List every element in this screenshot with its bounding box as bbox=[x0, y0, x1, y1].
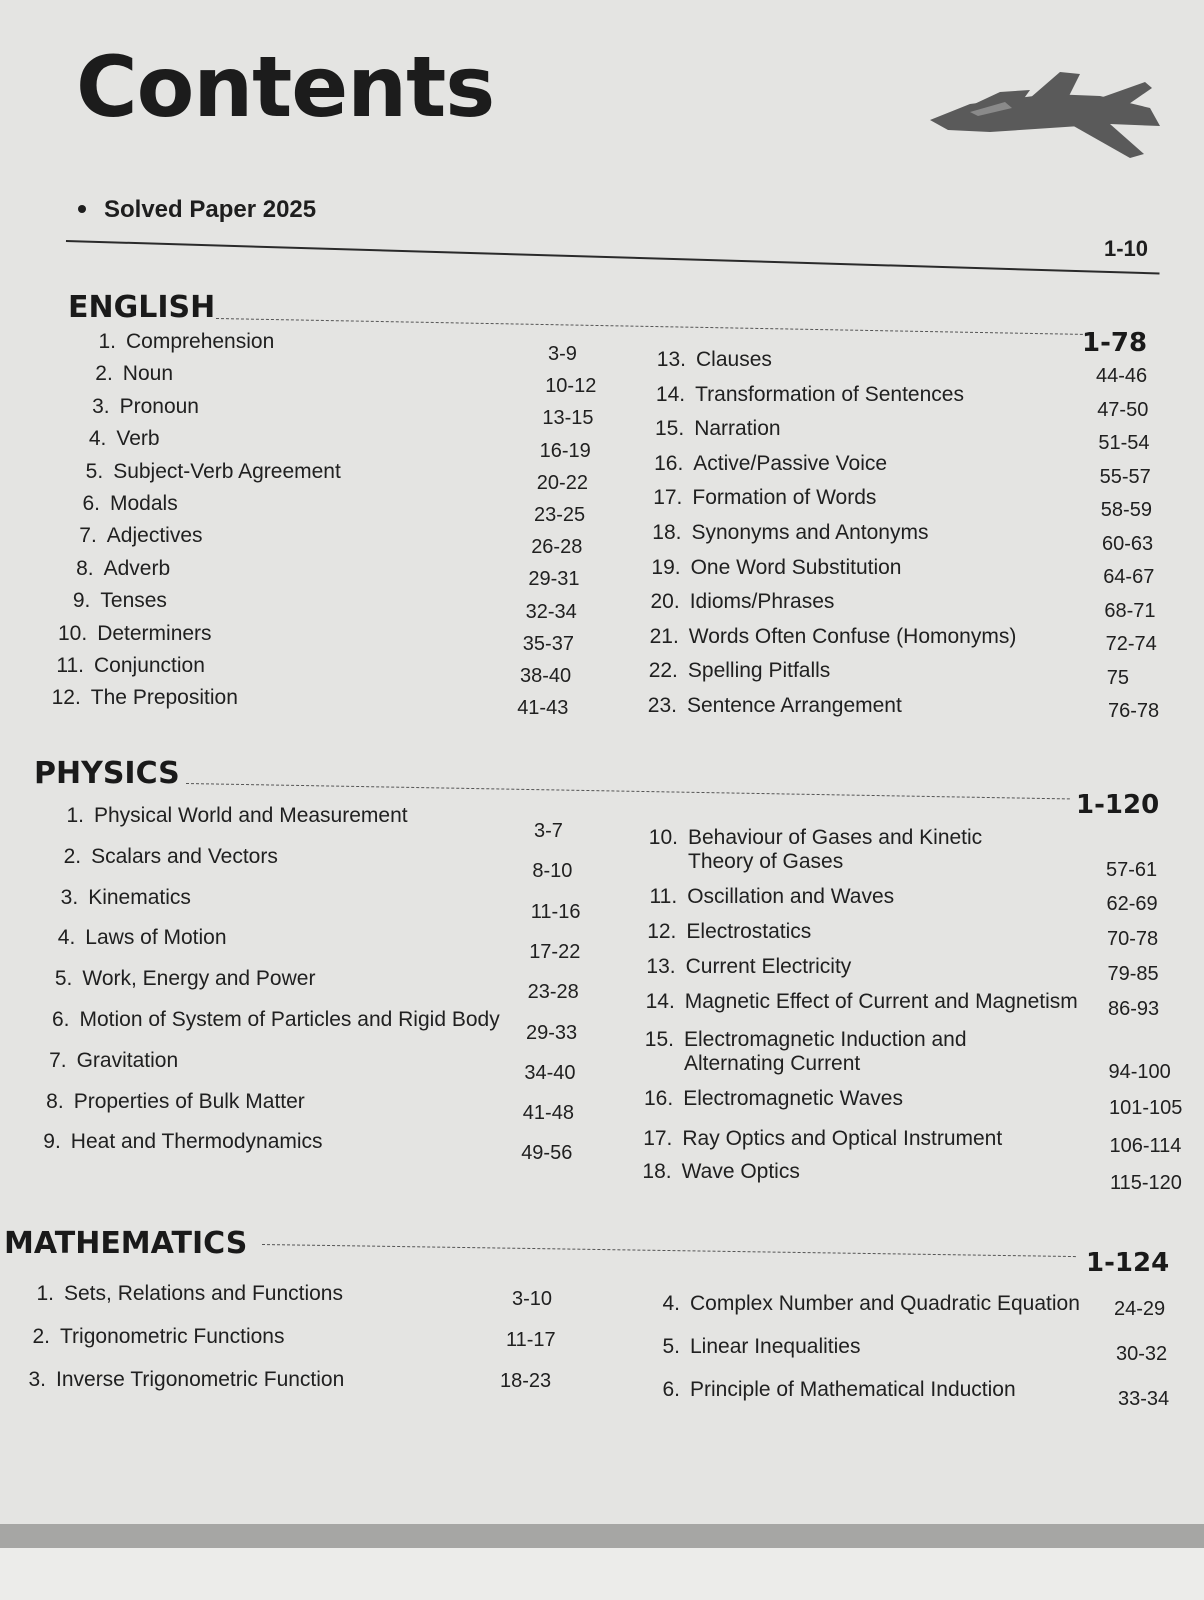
entry-page-range: 115-120 bbox=[1110, 1172, 1182, 1194]
english-heading: ENGLISH bbox=[68, 290, 216, 325]
entry-page-range: 86-93 bbox=[1108, 998, 1160, 1020]
entry-number: 11. bbox=[56, 654, 84, 677]
entry-title: Work, Energy and Power bbox=[82, 967, 316, 991]
mathematics-entry bbox=[12, 1368, 344, 1392]
entry-title: Motion of System of Particles and Rigid Body bbox=[79, 1008, 500, 1031]
english-entry bbox=[79, 362, 173, 386]
mathematics-entry bbox=[20, 1282, 343, 1306]
entry-title: Behaviour of Gases and Kinetic bbox=[688, 826, 983, 849]
entry-number: 5. bbox=[54, 967, 73, 991]
entry-title-continued: Alternating Current bbox=[684, 1052, 861, 1075]
entry-number: 2. bbox=[63, 844, 82, 868]
entry-title: Trigonometric Functions bbox=[60, 1325, 285, 1348]
mathematics-entry bbox=[16, 1325, 284, 1349]
entry-number: 9. bbox=[43, 1130, 61, 1154]
entry-number: 17. bbox=[653, 486, 683, 510]
entry-title: Noun bbox=[122, 362, 173, 386]
entry-page-range: 3-7 bbox=[534, 820, 563, 842]
entry-title: Gravitation bbox=[76, 1048, 179, 1072]
entry-page-range: 41-48 bbox=[522, 1102, 574, 1125]
entry-title: Subject-Verb Agreement bbox=[113, 459, 341, 483]
entry-number: 18. bbox=[642, 1160, 672, 1183]
entry-number: 4. bbox=[57, 926, 76, 950]
physics-entry bbox=[641, 990, 1078, 1014]
entry-number: 8. bbox=[76, 556, 94, 580]
entry-number: 18. bbox=[652, 521, 682, 544]
entry-page-range: 64-67 bbox=[1103, 566, 1155, 588]
entry-page-range: 47-50 bbox=[1097, 398, 1149, 421]
entry-title: Transformation of Sentences bbox=[695, 382, 964, 406]
english-entry bbox=[650, 417, 780, 441]
physics-entry bbox=[50, 804, 408, 828]
entry-number: 14. bbox=[645, 990, 675, 1013]
english-entry bbox=[60, 557, 171, 581]
bottom-margin bbox=[0, 1548, 1204, 1600]
physics-entry bbox=[638, 1127, 1002, 1151]
entry-number: 21. bbox=[649, 624, 679, 648]
entry-number: 12. bbox=[647, 920, 677, 943]
divider bbox=[66, 240, 1160, 274]
entry-page-range: 11-17 bbox=[506, 1329, 556, 1351]
entry-number: 3. bbox=[92, 394, 110, 418]
entry-page-range: 24-29 bbox=[1114, 1298, 1166, 1320]
entry-number: 3. bbox=[28, 1368, 46, 1391]
entry-number: 6. bbox=[82, 492, 100, 515]
entry-page-range: 20-22 bbox=[536, 471, 588, 494]
entry-title: Synonyms and Antonyms bbox=[691, 521, 929, 544]
entry-title: Adverb bbox=[103, 556, 171, 580]
entry-number: 2. bbox=[32, 1325, 50, 1348]
mathematics-entry bbox=[646, 1335, 860, 1359]
entry-number: 11. bbox=[649, 885, 678, 908]
entry-number: 4. bbox=[662, 1292, 680, 1315]
entry-title: Conjunction bbox=[94, 654, 205, 677]
entry-page-range: 16-19 bbox=[539, 439, 591, 462]
entry-title: Comprehension bbox=[126, 330, 275, 353]
mathematics-heading: MATHEMATICS bbox=[4, 1226, 248, 1261]
entry-page-range: 51-54 bbox=[1098, 432, 1150, 454]
entry-page-range: 34-40 bbox=[524, 1061, 576, 1084]
physics-entry bbox=[38, 967, 315, 991]
entry-number: 17. bbox=[643, 1127, 673, 1150]
physics-entry bbox=[639, 1087, 903, 1111]
entry-title: Adjectives bbox=[106, 524, 203, 548]
english-entry bbox=[646, 590, 835, 614]
entry-page-range: 29-31 bbox=[528, 568, 580, 591]
english-entry bbox=[82, 330, 274, 354]
entry-title: Scalars and Vectors bbox=[91, 844, 278, 868]
entry-number: 9. bbox=[72, 589, 91, 613]
entry-number: 7. bbox=[49, 1048, 67, 1072]
entry-number: 10. bbox=[648, 826, 678, 849]
english-entry bbox=[645, 625, 1017, 649]
physics-entry bbox=[27, 1130, 323, 1154]
entry-title: Tenses bbox=[100, 589, 167, 613]
english-entry bbox=[69, 460, 341, 484]
entry-page-range: 106-114 bbox=[1109, 1135, 1182, 1157]
entry-title: Wave Optics bbox=[681, 1160, 800, 1183]
entry-page-range: 26-28 bbox=[531, 536, 583, 559]
entry-title: Physical World and Measurement bbox=[94, 804, 408, 827]
physics-heading: PHYSICS bbox=[34, 756, 180, 791]
entry-page-range: 10-12 bbox=[545, 375, 597, 398]
physics-entry bbox=[44, 886, 191, 910]
page-title: Contents bbox=[76, 38, 495, 136]
entry-title: Spelling Pitfalls bbox=[687, 659, 831, 683]
english-leader bbox=[216, 318, 1088, 335]
english-entry bbox=[643, 694, 902, 718]
english-entry bbox=[652, 348, 772, 372]
entry-number: 3. bbox=[60, 885, 79, 909]
english-entry bbox=[63, 524, 203, 548]
entry-number: 7. bbox=[79, 524, 97, 548]
entry-page-range: 60-63 bbox=[1102, 532, 1154, 555]
entry-page-range: 101-105 bbox=[1109, 1097, 1183, 1119]
entry-number: 12. bbox=[51, 686, 81, 710]
physics-leader bbox=[186, 783, 1070, 799]
english-entry bbox=[50, 654, 205, 678]
entry-title: Ray Optics and Optical Instrument bbox=[682, 1127, 1003, 1150]
entry-number: 13. bbox=[656, 348, 686, 371]
entry-page-range: 11-16 bbox=[530, 900, 581, 923]
entry-title: One Word Substitution bbox=[690, 555, 902, 579]
entry-page-range: 3-10 bbox=[512, 1288, 553, 1310]
physics-entry bbox=[640, 1028, 967, 1076]
entry-page-range: 30-32 bbox=[1116, 1343, 1168, 1365]
entry-number: 1. bbox=[98, 330, 116, 353]
entry-number: 8. bbox=[46, 1089, 64, 1113]
entry-page-range: 17-22 bbox=[529, 940, 581, 963]
entry-number: 16. bbox=[643, 1087, 674, 1110]
entry-page-range: 79-85 bbox=[1107, 963, 1159, 985]
physics-entry bbox=[643, 885, 894, 909]
entry-number: 23. bbox=[647, 694, 677, 717]
english-entry bbox=[66, 492, 178, 516]
entry-page-range: 32-34 bbox=[525, 600, 577, 623]
entry-page-range: 49-56 bbox=[521, 1142, 573, 1165]
bullet-icon bbox=[78, 205, 86, 213]
english-entry bbox=[53, 622, 211, 646]
entry-title: Determiners bbox=[97, 621, 212, 645]
entry-page-range: 55-57 bbox=[1099, 465, 1151, 488]
entry-number: 19. bbox=[651, 555, 681, 579]
entry-title: Heat and Thermodynamics bbox=[70, 1130, 323, 1154]
physics-entry bbox=[642, 955, 852, 979]
entry-page-range: 3-9 bbox=[548, 343, 577, 365]
entry-title: Complex Number and Quadratic Equation bbox=[690, 1292, 1080, 1315]
physics-entry bbox=[33, 1049, 179, 1073]
entry-page-range: 68-71 bbox=[1104, 599, 1156, 622]
entry-page-range: 23-25 bbox=[534, 504, 586, 526]
entry-title: Idioms/Phrases bbox=[689, 590, 835, 614]
english-entry bbox=[56, 589, 167, 613]
english-entry bbox=[72, 427, 159, 451]
entry-page-range: 76-78 bbox=[1108, 700, 1160, 722]
bottom-band bbox=[0, 1524, 1204, 1548]
entry-title: Electrostatics bbox=[686, 920, 812, 943]
entry-title: Verb bbox=[116, 427, 160, 451]
entry-page-range: 29-33 bbox=[526, 1021, 578, 1044]
entry-page-range: 33-34 bbox=[1118, 1388, 1170, 1410]
physics-entry bbox=[642, 920, 811, 944]
entry-title: Magnetic Effect of Current and Magnetism bbox=[684, 990, 1078, 1013]
fighter-jet-icon bbox=[930, 68, 1170, 168]
entry-page-range: 18-23 bbox=[500, 1370, 552, 1392]
entry-title: Electromagnetic Induction and bbox=[684, 1028, 967, 1051]
entry-number: 6. bbox=[662, 1378, 680, 1401]
entry-title: Words Often Confuse (Homonyms) bbox=[688, 624, 1017, 648]
entry-page-range: 8-10 bbox=[532, 860, 573, 883]
entry-title: Principle of Mathematical Induction bbox=[690, 1378, 1016, 1401]
solved-paper-range: 1-10 bbox=[1104, 236, 1149, 261]
entry-page-range: 35-37 bbox=[522, 632, 574, 655]
physics-entry bbox=[638, 1160, 800, 1184]
entry-number: 1. bbox=[66, 804, 84, 827]
entry-page-range: 58-59 bbox=[1100, 499, 1152, 521]
english-range: 1-78 bbox=[1082, 328, 1148, 358]
entry-title: Inverse Trigonometric Function bbox=[56, 1368, 345, 1391]
entry-title: Linear Inequalities bbox=[690, 1335, 861, 1358]
english-entry bbox=[649, 452, 887, 476]
entry-number: 4. bbox=[88, 427, 107, 451]
physics-entry bbox=[36, 1008, 500, 1032]
entry-number: 10. bbox=[57, 621, 88, 645]
physics-range: 1-120 bbox=[1076, 790, 1160, 820]
solved-paper-entry bbox=[78, 196, 316, 224]
english-entry bbox=[647, 556, 902, 580]
english-entry bbox=[47, 686, 238, 710]
entry-number: 5. bbox=[662, 1335, 680, 1358]
entry-title: Oscillation and Waves bbox=[687, 885, 895, 908]
physics-entry bbox=[644, 826, 982, 874]
entry-number: 1. bbox=[36, 1282, 54, 1305]
english-entry bbox=[648, 486, 876, 510]
entry-page-range: 70-78 bbox=[1107, 928, 1159, 950]
english-entry bbox=[648, 521, 929, 545]
mathematics-entry bbox=[646, 1292, 1080, 1316]
entry-number: 22. bbox=[648, 659, 678, 683]
entry-page-range: 72-74 bbox=[1105, 633, 1157, 655]
entry-number: 16. bbox=[654, 451, 684, 475]
entry-page-range: 94-100 bbox=[1108, 1061, 1171, 1083]
entry-number: 13. bbox=[646, 955, 676, 978]
entry-title: Formation of Words bbox=[692, 486, 877, 510]
physics-entry bbox=[41, 926, 226, 950]
entry-page-range: 44-46 bbox=[1096, 365, 1148, 387]
entry-number: 15. bbox=[644, 1028, 674, 1051]
entry-title: Kinematics bbox=[88, 885, 191, 909]
entry-title: Electromagnetic Waves bbox=[683, 1087, 903, 1110]
entry-title: Sentence Arrangement bbox=[687, 694, 902, 717]
mathematics-entry bbox=[646, 1378, 1016, 1402]
entry-page-range: 23-28 bbox=[527, 981, 579, 1004]
entry-title: Active/Passive Voice bbox=[693, 451, 888, 475]
entry-number: 5. bbox=[85, 459, 104, 483]
entry-page-range: 62-69 bbox=[1106, 893, 1158, 915]
entry-number: 15. bbox=[654, 417, 685, 441]
entry-number: 6. bbox=[51, 1008, 70, 1031]
solved-paper-label: Solved Paper 2025 bbox=[104, 196, 317, 223]
entry-number: 20. bbox=[650, 590, 680, 614]
entry-title: Pronoun bbox=[119, 394, 199, 418]
entry-page-range: 57-61 bbox=[1106, 859, 1158, 881]
english-entry bbox=[644, 659, 830, 683]
entry-title: Laws of Motion bbox=[85, 926, 227, 950]
entry-page-range: 75 bbox=[1106, 666, 1130, 689]
entry-number: 2. bbox=[95, 362, 113, 386]
mathematics-range: 1-124 bbox=[1086, 1248, 1170, 1278]
entry-number: 14. bbox=[655, 382, 686, 406]
entry-page-range: 38-40 bbox=[520, 665, 572, 687]
mathematics-leader bbox=[262, 1244, 1076, 1257]
entry-title: Narration bbox=[694, 417, 781, 441]
entry-title: Sets, Relations and Functions bbox=[64, 1282, 343, 1305]
english-entry bbox=[651, 383, 964, 407]
entry-page-range: 13-15 bbox=[542, 407, 594, 430]
entry-title: Clauses bbox=[696, 348, 772, 371]
entry-title-continued: Theory of Gases bbox=[688, 850, 844, 873]
entry-page-range: 41-43 bbox=[517, 697, 569, 720]
physics-entry bbox=[30, 1090, 305, 1114]
entry-title: Modals bbox=[110, 492, 178, 515]
physics-entry bbox=[47, 845, 278, 869]
entry-title: Current Electricity bbox=[685, 955, 852, 978]
entry-title: The Preposition bbox=[90, 686, 238, 710]
entry-title: Properties of Bulk Matter bbox=[73, 1089, 305, 1113]
english-entry bbox=[76, 395, 199, 419]
